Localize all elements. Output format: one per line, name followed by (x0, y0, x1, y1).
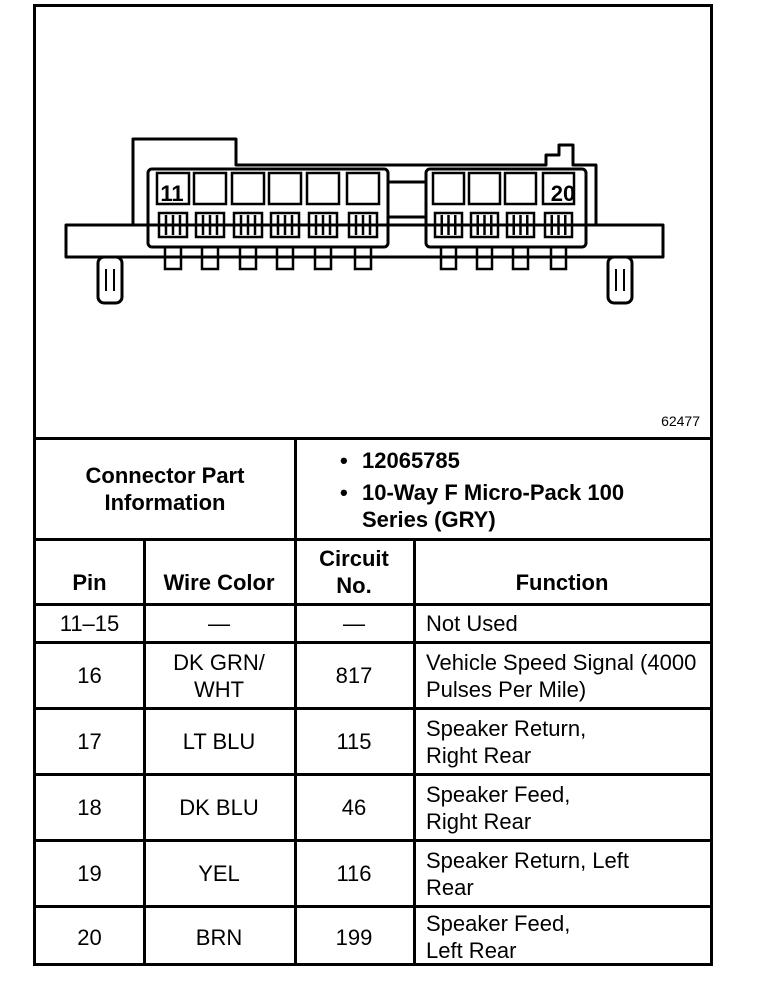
table-cell-circuit: 115 (336, 729, 372, 754)
table-cell-pin: 17 (77, 729, 102, 754)
table-cell-function: Not Used (426, 611, 518, 636)
table-cell-circuit: — (343, 611, 365, 636)
table-cell-wire-color: LT BLU (182, 729, 256, 754)
pin-cavity (433, 173, 464, 204)
pin-cavity (469, 173, 500, 204)
table-cell-function: Speaker Return, Left Rear (426, 847, 630, 900)
table-cell-function: Speaker Return, Right Rear (426, 715, 587, 768)
divider (294, 439, 297, 540)
connector-diagram (36, 7, 710, 439)
figure-number: 62477 (661, 413, 700, 429)
table-cell-pin: 18 (77, 795, 102, 820)
table-cell-pin: 19 (77, 861, 102, 886)
pin-cavity (269, 173, 301, 204)
table-cell-circuit: 46 (341, 795, 367, 820)
table-cell-wire-color: — (208, 611, 230, 636)
table-cell-function: Speaker Feed, Left Rear (426, 911, 571, 963)
table-cell-pin: 11–15 (59, 611, 120, 636)
table-cell-pin: 16 (77, 663, 102, 688)
pin-11-label: 11 (160, 180, 184, 206)
table-cell-wire-color: DK GRN/ WHT (173, 649, 265, 702)
table-cell-wire-color: YEL (198, 861, 240, 886)
header-wire-color: Wire Color (163, 569, 275, 595)
pin-cavity (307, 173, 339, 204)
pin-cavity (194, 173, 226, 204)
pin-cavity (347, 173, 379, 204)
header-function: Function (515, 569, 609, 595)
part-info-item: • 10-Way F Micro-Pack 100 Series (GRY) (340, 480, 625, 532)
header-pin: Pin (72, 569, 107, 595)
table-cell-circuit: 199 (335, 924, 373, 950)
connector-document (33, 4, 713, 966)
connector-part-info-label: Connector Part Information (85, 463, 245, 515)
table-cell-function: Speaker Feed, Right Rear (426, 781, 571, 834)
connector-drawing (36, 7, 710, 439)
pin-cavity (232, 173, 264, 204)
table-cell-wire-color: BRN (195, 924, 243, 950)
pin-cavity (505, 173, 536, 204)
table-cell-circuit: 817 (335, 663, 373, 688)
header-circuit: Circuit No. (319, 546, 389, 598)
table-cell-circuit: 116 (336, 861, 372, 886)
part-info-list (336, 447, 632, 538)
table-cell-function: Vehicle Speed Signal (4000 Pulses Per Mile) (426, 649, 697, 702)
table-cell-wire-color: DK BLU (179, 795, 259, 820)
table-cell-pin: 20 (77, 924, 102, 950)
pin-20-label: 20 (550, 180, 576, 206)
part-info-item: • 12065785 (340, 448, 460, 473)
